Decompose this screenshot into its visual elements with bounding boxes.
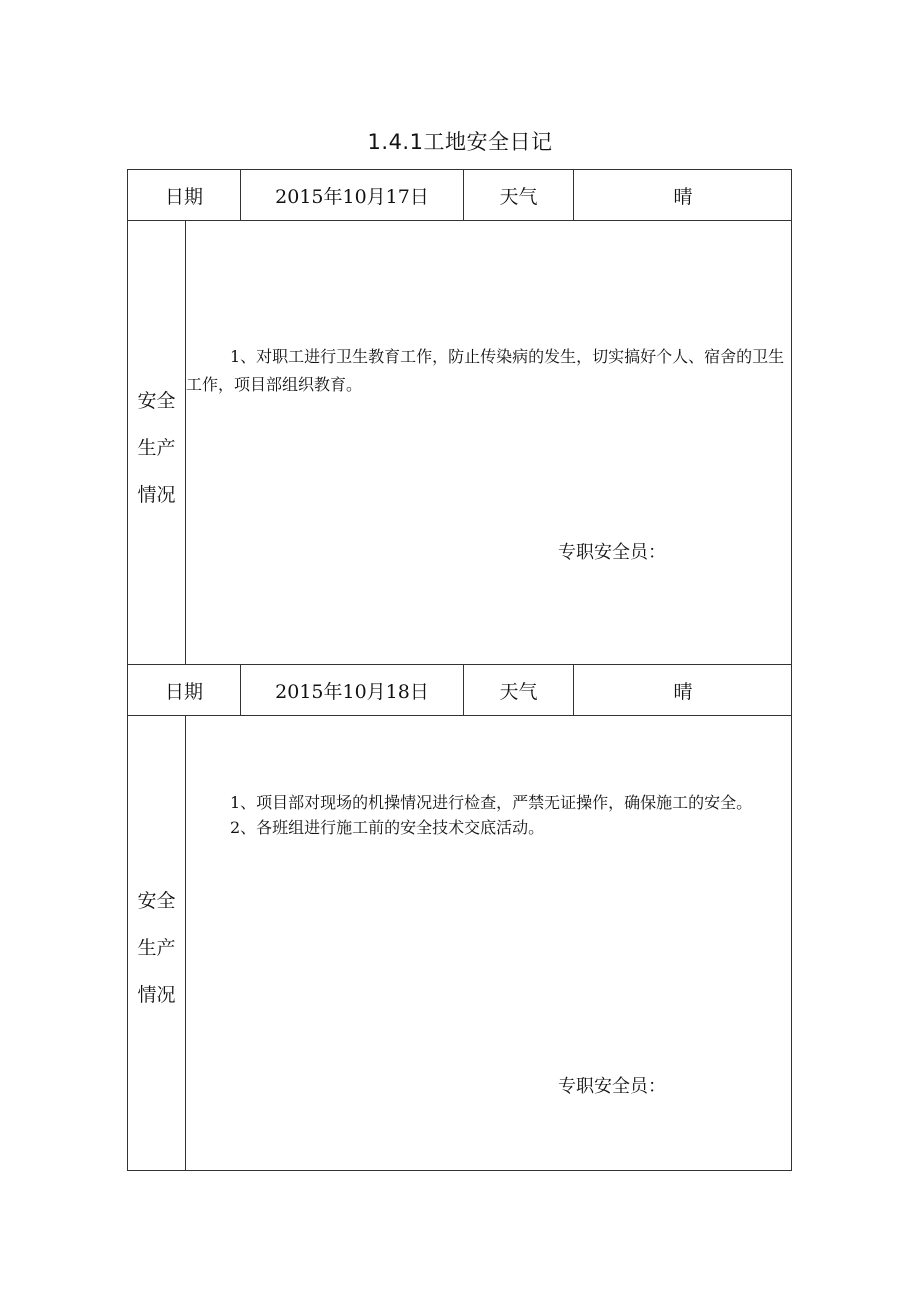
safety-item: 1、对职工进行卫生教育工作，防止传染病的发生，切实搞好个人、宿舍的卫生工作，项目部组织教育。 <box>186 347 785 394</box>
section-label-line: 安全 <box>137 390 176 412</box>
weather-label: 天气 <box>464 665 574 716</box>
section-label-cell <box>128 221 186 664</box>
diary-entry <box>127 169 792 665</box>
safety-section <box>127 715 792 1171</box>
entry-header-row <box>127 169 792 221</box>
safety-officer-signature: 专职安全员： <box>558 1076 666 1097</box>
section-label-line: 安全 <box>137 890 176 912</box>
date-value: 2015年10月18日 <box>241 665 464 716</box>
date-label: 日期 <box>128 665 241 716</box>
safety-content <box>186 343 791 399</box>
date-label: 日期 <box>128 170 241 221</box>
entry-header-row <box>127 664 792 716</box>
section-label-line: 生产 <box>137 937 176 959</box>
safety-content <box>186 790 791 840</box>
section-label-cell <box>128 716 186 1170</box>
safety-officer-signature: 专职安全员： <box>558 542 666 563</box>
diary-entry <box>127 664 792 1171</box>
weather-value: 晴 <box>673 186 693 208</box>
weather-value: 晴 <box>673 681 693 703</box>
section-label-line: 情况 <box>137 484 176 506</box>
section-label-line: 情况 <box>137 984 176 1006</box>
section-label-line: 生产 <box>137 437 176 459</box>
safety-item: 2、各班组进行施工前的安全技术交底活动。 <box>230 818 545 837</box>
safety-section <box>127 220 792 665</box>
date-value: 2015年10月17日 <box>241 170 464 221</box>
safety-item: 1、项目部对现场的机操情况进行检查，严禁无证操作，确保施工的安全。 <box>230 793 753 812</box>
weather-label: 天气 <box>464 170 574 221</box>
page-title: 1.4.1工地安全日记 <box>367 130 553 154</box>
